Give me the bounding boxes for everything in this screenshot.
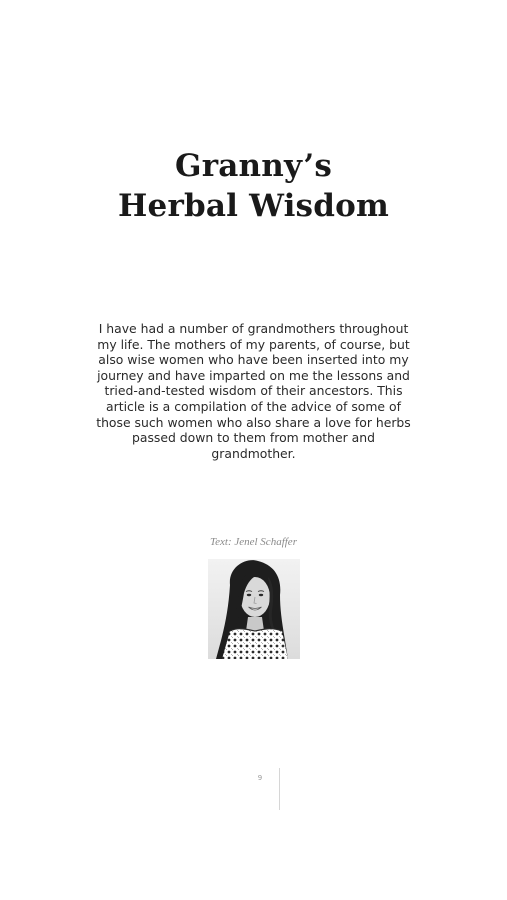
page-number: 9 bbox=[257, 774, 263, 782]
author-byline: Text: Jenel Schaffer bbox=[210, 536, 297, 548]
page-gutter-divider bbox=[279, 768, 280, 810]
author-photo-image bbox=[208, 559, 300, 659]
author-photo bbox=[208, 559, 300, 659]
article-intro: I have had a number of grandmothers throughout my life. The mothers of my parents, of course, but also wise women who have been inserted into my journey and have imparted on me the lessons and tried-and-tested wisdom of their ancestors. This article is a compilation of the advice of some of those such women who also share a love for herbs passed down to them from mother and grandmother. bbox=[96, 321, 411, 461]
article-title-line-1: Granny’s bbox=[175, 148, 332, 184]
article-title-line-2: Herbal Wisdom bbox=[118, 188, 389, 224]
article-title bbox=[0, 146, 507, 226]
